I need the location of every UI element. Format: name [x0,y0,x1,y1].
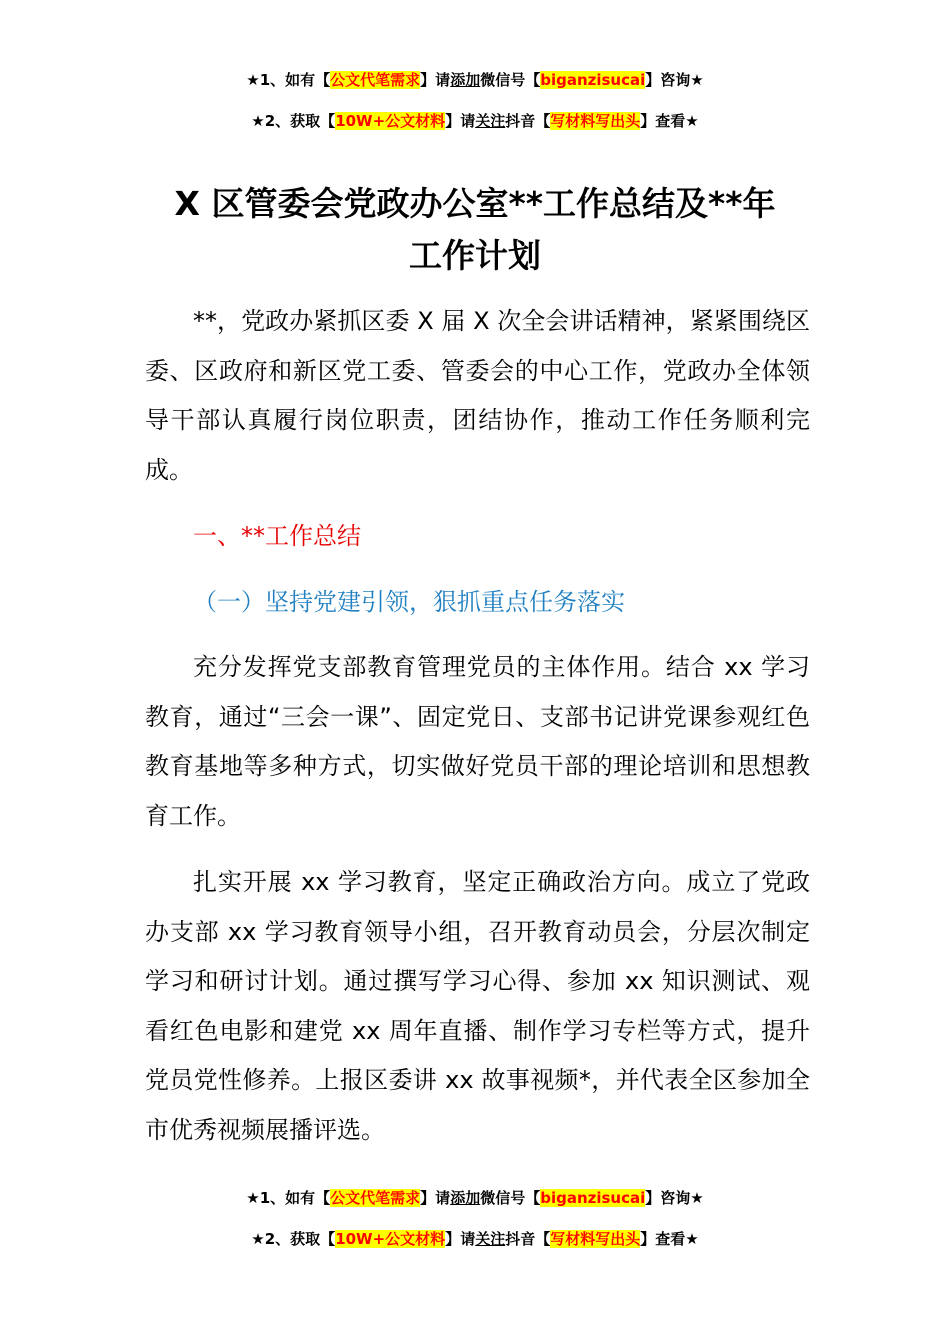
douyin-id-highlight: 写材料写出头 [550,112,641,130]
banner-text: ★2、获取【 [251,112,336,130]
section-heading: 一、**工作总结 [193,522,361,550]
bottom-banner-line-1 [0,1188,950,1208]
banner-text: 抖音【 [505,1230,551,1248]
banner-highlight: 公文代笔需求 [330,71,421,89]
subsection-heading: （一）坚持党建引领，狠抓重点任务落实 [193,588,625,616]
title-line-1: X 区管委会党政办公室**工作总结及**年 [174,184,776,223]
banner-text: 抖音【 [505,112,551,130]
banner-text: ★1、如有【 [246,71,331,89]
banner-highlight: 10W+公文材料 [335,112,446,130]
banner-highlight: 10W+公文材料 [335,1230,446,1248]
banner-text: 微信号【 [480,71,541,89]
top-banner-line-2 [0,111,950,131]
body-paragraph-2: 扎实开展 xx 学习教育，坚定正确政治方向。成立了党政办支部 xx 学习教育领导小组，召开教育动员会，分层次制定学习和研讨计划。通过撰写学习心得、参加 xx 知识测试、观看红色电影和建党 xx 周年直播、制作学习专栏等方式，提升党员党性修养。上报区委讲 xx 故事视频*，并代表全区参加全市优秀视频展播评选。 [145,868,810,1144]
title-line-2: 工作计划 [409,236,541,275]
banner-text: 】请 [445,112,476,130]
wechat-id-highlight: biganzisucai [540,71,646,89]
banner-underline: 关注 [475,112,506,130]
banner-underline: 关注 [475,1230,506,1248]
banner-text: ★2、获取【 [251,1230,336,1248]
body-paragraph-1: 充分发挥党支部教育管理党员的主体作用。结合 xx 学习教育，通过“三会一课”、固定党日、支部书记讲党课参观红色教育基地等多种方式，切实做好党员干部的理论培训和思想教育工作。 [145,653,810,830]
douyin-id-highlight: 写材料写出头 [550,1230,641,1248]
banner-underline: 添加 [450,71,481,89]
banner-text: 】请 [445,1230,476,1248]
banner-text: 】查看★ [640,112,699,130]
bottom-banner-line-2 [0,1229,950,1249]
intro-paragraph: **，党政办紧抓区委 X 届 X 次全会讲话精神，紧紧围绕区委、区政府和新区党工委、管委会的中心工作，党政办全体领导干部认真履行岗位职责，团结协作，推动工作任务顺利完成。 [145,307,810,484]
banner-text: 微信号【 [480,1189,541,1207]
document-title [100,178,850,282]
banner-text: 】请 [420,1189,451,1207]
banner-highlight: 公文代笔需求 [330,1189,421,1207]
banner-text: 】咨询★ [645,71,704,89]
banner-text: 】查看★ [640,1230,699,1248]
banner-text: ★1、如有【 [246,1189,331,1207]
banner-underline: 添加 [450,1189,481,1207]
wechat-id-highlight: biganzisucai [540,1189,646,1207]
banner-text: 】请 [420,71,451,89]
banner-text: 】咨询★ [645,1189,704,1207]
top-banner-line-1 [0,70,950,90]
